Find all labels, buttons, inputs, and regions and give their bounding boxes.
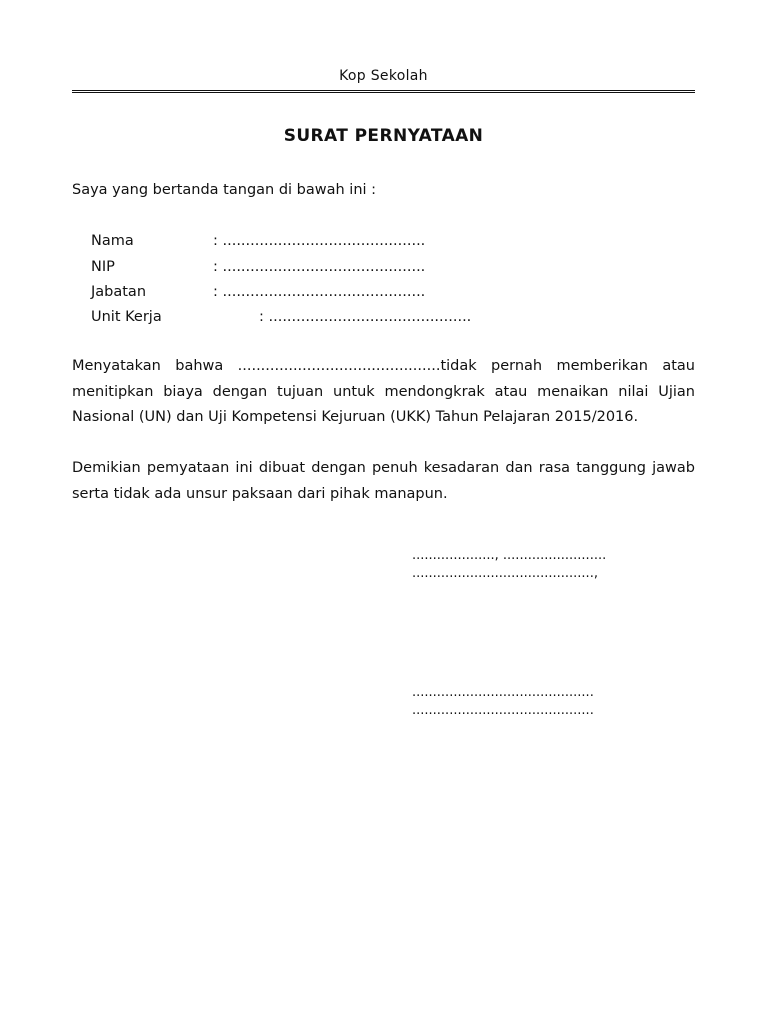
signature-place-date: ...................., ......................... xyxy=(412,548,607,563)
field-label-unit-kerja: Unit Kerja xyxy=(91,309,162,325)
signature-id-number: ............................................ xyxy=(412,703,594,718)
school-letterhead: Kop Sekolah xyxy=(339,68,428,84)
document-title: SURAT PERNYATAAN xyxy=(283,126,484,146)
intro-paragraph: Saya yang bertanda tangan di bawah ini : xyxy=(72,182,377,198)
field-label-nama: Nama xyxy=(91,233,134,249)
signature-position: ............................................, xyxy=(412,566,598,581)
signature-name: ............................................ xyxy=(412,685,594,700)
statement-paragraph: Menyatakan bahwa ............................................tidak pernah memberikan atau menitipkan biaya dengan tujuan untuk mendongkrak atau menaikan nilai Ujian Nasional (UN) dan Uji Kompetensi Kejuruan (UKK) Tahun Pelajaran 2015/2016. xyxy=(72,358,695,425)
field-value-nama: : ............................................ xyxy=(213,233,426,249)
field-label-nip: NIP xyxy=(91,259,115,275)
closing-paragraph: Demikian pemyataan ini dibuat dengan penuh kesadaran dan rasa tanggung jawab serta tidak ada unsur paksaan dari pihak manapun. xyxy=(72,460,695,502)
field-value-unit-kerja: : ............................................ xyxy=(259,309,472,325)
letterhead-divider xyxy=(72,90,695,93)
field-label-jabatan: Jabatan xyxy=(91,284,147,300)
field-value-nip: : ............................................ xyxy=(213,259,426,275)
field-value-jabatan: : ............................................ xyxy=(213,284,426,300)
